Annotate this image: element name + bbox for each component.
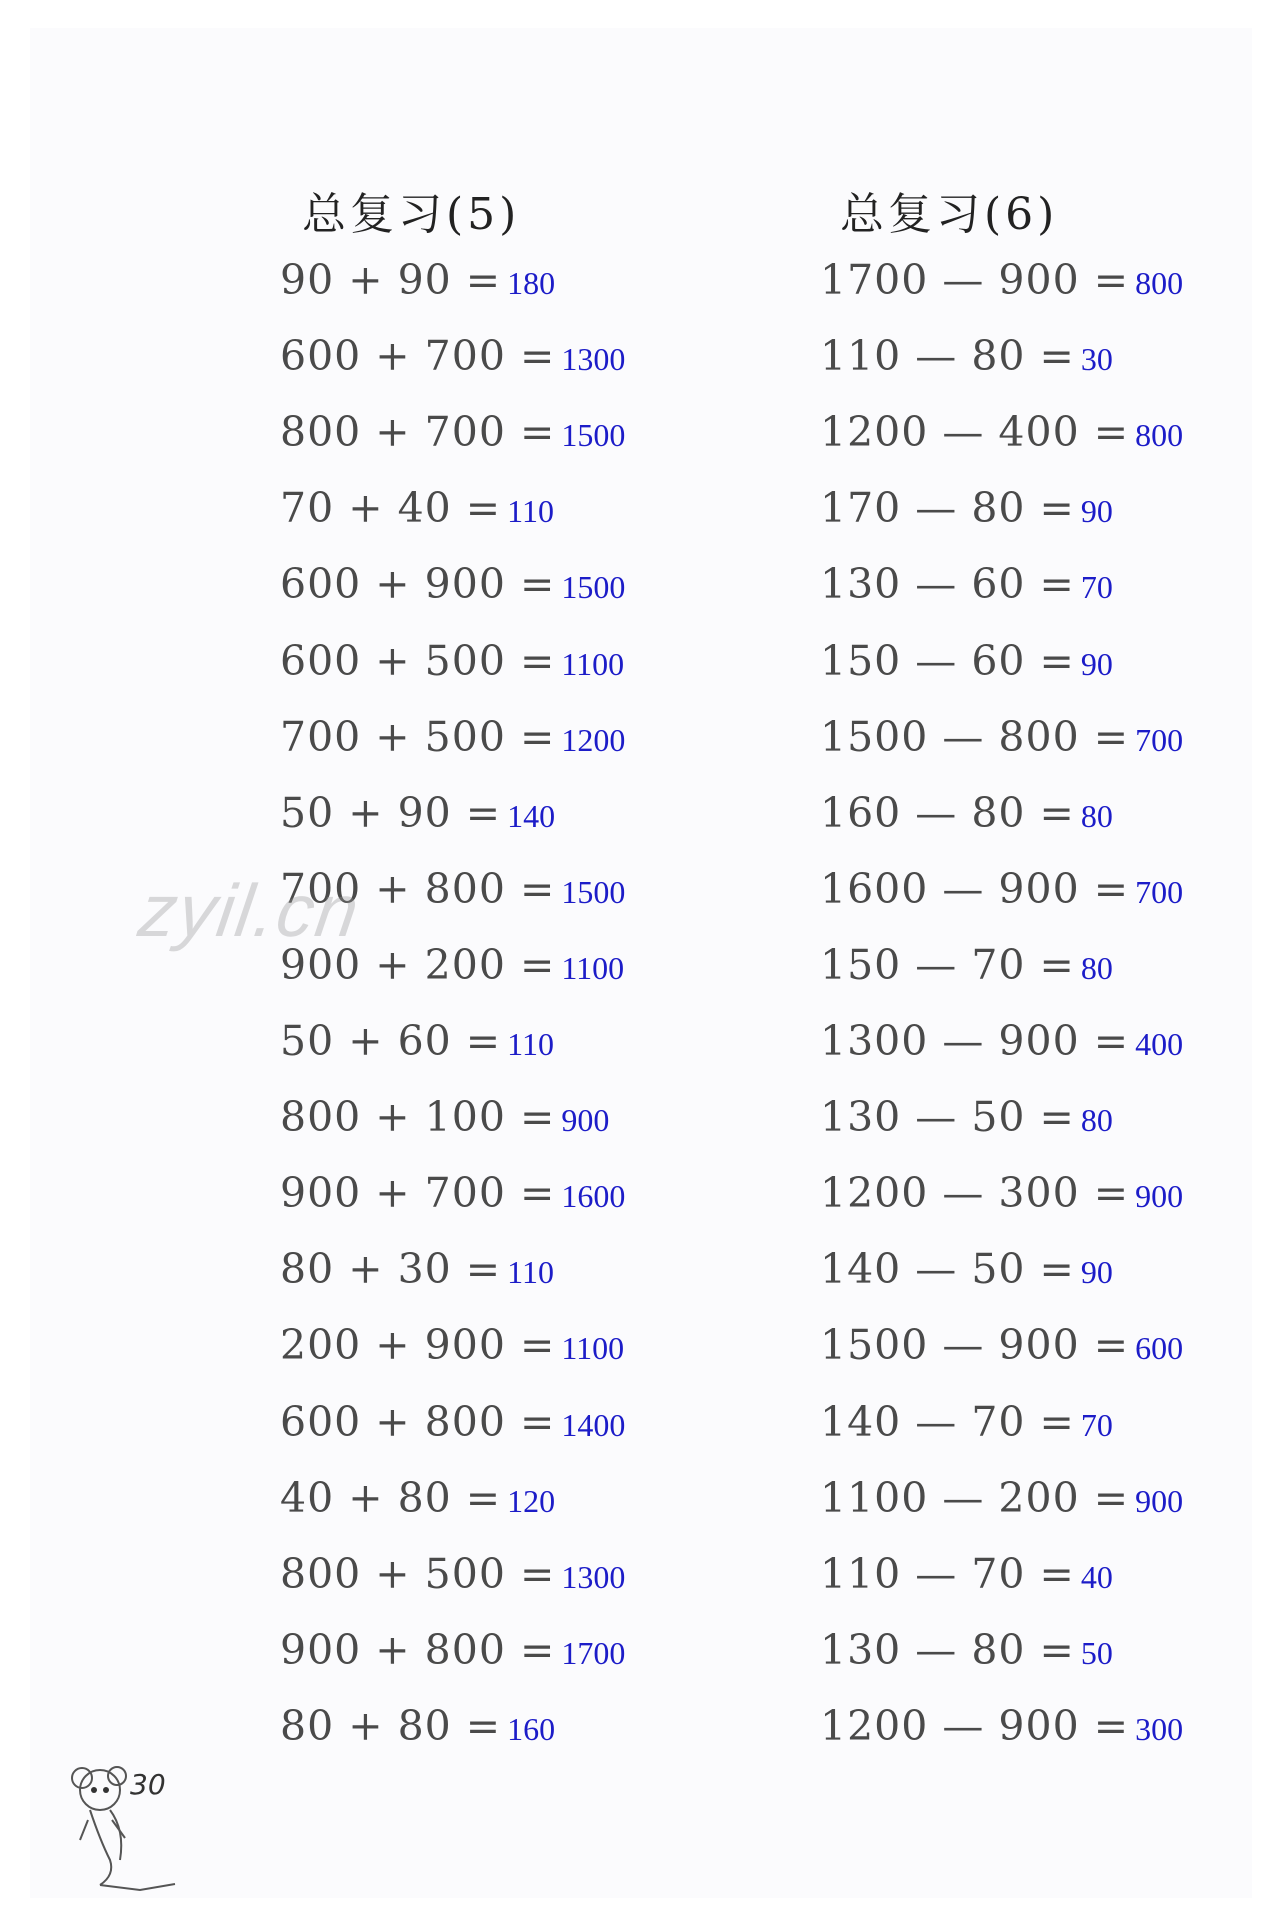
problem-expression: 1700 — 900 = [820, 256, 1130, 304]
problem-row [820, 484, 1113, 554]
problem-answer: 120 [507, 1482, 556, 1519]
problem-row [820, 1398, 1113, 1468]
problem-expression: 140 — 70 = [820, 1397, 1075, 1446]
problem-expression: 110 — 70 = [820, 1549, 1075, 1598]
problem-expression: 1500 — 900 = [820, 1321, 1130, 1370]
problem-expression: 900 + 200 = [280, 940, 556, 989]
problem-expression: 130 — 60 = [820, 560, 1075, 609]
problem-expression: 700 + 800 = [280, 864, 556, 913]
problem-expression: 80 + 30 = [280, 1245, 502, 1294]
problem-row [820, 1702, 1183, 1772]
problem-expression: 1300 — 900 = [820, 1017, 1130, 1065]
problem-row [820, 1321, 1183, 1391]
problem-answer: 1200 [561, 721, 626, 758]
problem-expression: 600 + 700 = [280, 332, 556, 381]
problem-row [280, 1321, 624, 1391]
problem-answer: 1300 [561, 1558, 626, 1595]
problem-answer: 50 [1080, 1634, 1113, 1671]
problem-answer: 1500 [561, 569, 626, 606]
problem-expression: 600 + 800 = [280, 1397, 556, 1446]
problem-row [820, 1093, 1113, 1163]
problem-answer: 600 [1135, 1330, 1184, 1367]
problem-answer: 300 [1135, 1710, 1184, 1747]
problem-row [280, 637, 624, 707]
problem-expression: 600 + 500 = [280, 636, 556, 685]
problem-expression: 700 + 500 = [280, 712, 556, 761]
problem-answer: 80 [1080, 949, 1113, 986]
page-number: 30 [130, 1768, 166, 1801]
problem-row [280, 713, 625, 783]
problem-expression: 900 + 800 = [280, 1625, 556, 1674]
problem-expression: 170 — 80 = [820, 484, 1075, 533]
problem-row [820, 408, 1183, 478]
problem-answer: 70 [1080, 1406, 1113, 1443]
problem-expression: 150 — 70 = [820, 940, 1075, 989]
problem-expression: 70 + 40 = [280, 484, 502, 533]
problem-row [280, 1702, 555, 1772]
problem-row [280, 484, 554, 554]
problem-row [820, 713, 1183, 783]
problem-expression: 130 — 80 = [820, 1625, 1075, 1674]
problem-answer: 1400 [561, 1406, 626, 1443]
problem-row [280, 1626, 625, 1696]
problem-expression: 1200 — 400 = [820, 408, 1130, 457]
problem-row [820, 865, 1183, 935]
problem-expression: 1600 — 900 = [820, 864, 1130, 913]
problem-expression: 1100 — 200 = [820, 1473, 1130, 1522]
right-section-heading: 总复习(6) [840, 189, 1059, 240]
problem-answer: 160 [507, 1710, 556, 1747]
problem-row [820, 1474, 1183, 1544]
problem-answer: 1500 [561, 873, 626, 910]
problem-expression: 160 — 80 = [820, 788, 1075, 837]
problem-expression: 800 + 100 = [280, 1093, 556, 1142]
problem-expression: 150 — 60 = [820, 636, 1075, 685]
problem-row [820, 1169, 1183, 1239]
problem-answer: 80 [1080, 1102, 1113, 1139]
problem-row [280, 1398, 625, 1468]
problem-expression: 1200 — 900 = [820, 1701, 1130, 1750]
problem-row [820, 1626, 1113, 1696]
problem-row [820, 789, 1113, 859]
problem-answer: 110 [507, 1254, 554, 1291]
problem-answer: 700 [1135, 721, 1184, 758]
problem-answer: 800 [1135, 265, 1184, 301]
problem-row [820, 941, 1113, 1011]
problem-answer: 70 [1080, 569, 1113, 606]
problem-answer: 110 [507, 493, 554, 530]
problem-row [280, 408, 625, 478]
problem-answer: 40 [1080, 1558, 1113, 1595]
problem-row [280, 789, 555, 859]
problem-expression: 40 + 80 = [280, 1473, 502, 1522]
problem-answer: 900 [1135, 1482, 1184, 1519]
problem-answer: 140 [507, 797, 556, 834]
problem-answer: 90 [1080, 493, 1113, 530]
problem-row [280, 1474, 555, 1544]
problem-answer: 900 [561, 1102, 610, 1139]
problem-answer: 1600 [561, 1178, 626, 1215]
problem-answer: 800 [1135, 417, 1184, 454]
watermark: zyil.cn [134, 869, 366, 952]
problem-expression: 80 + 80 = [280, 1701, 502, 1750]
problem-expression: 90 + 90 = [280, 256, 502, 304]
problem-answer: 180 [507, 265, 556, 301]
problem-answer: 80 [1080, 797, 1113, 834]
problem-answer: 1100 [561, 645, 625, 682]
problem-row [820, 332, 1113, 402]
problem-row [280, 1169, 625, 1239]
problem-answer: 1300 [561, 341, 626, 378]
problem-answer: 110 [507, 1026, 554, 1062]
problem-answer: 90 [1080, 645, 1113, 682]
problem-row [280, 1017, 554, 1087]
problem-expression: 110 — 80 = [820, 332, 1075, 381]
problem-answer: 1100 [561, 949, 625, 986]
problem-answer: 1100 [561, 1330, 625, 1367]
left-section-heading: 总复习(5) [302, 189, 521, 240]
problem-row [280, 560, 625, 630]
problem-row [820, 637, 1113, 707]
problem-row [820, 1245, 1113, 1315]
problem-expression: 800 + 500 = [280, 1549, 556, 1598]
problem-answer: 90 [1080, 1254, 1113, 1291]
problem-row [820, 256, 1183, 326]
problem-answer: 1700 [561, 1634, 626, 1671]
problem-row [280, 1245, 554, 1315]
problem-row [280, 332, 625, 402]
problem-expression: 140 — 50 = [820, 1245, 1075, 1294]
problem-expression: 800 + 700 = [280, 408, 556, 457]
problem-row [280, 256, 555, 326]
problem-answer: 1500 [561, 417, 626, 454]
problem-row [280, 1550, 625, 1620]
problem-expression: 50 + 90 = [280, 788, 502, 837]
problem-row [820, 560, 1113, 630]
problem-answer: 900 [1135, 1178, 1184, 1215]
problem-expression: 130 — 50 = [820, 1093, 1075, 1142]
problem-expression: 200 + 900 = [280, 1321, 556, 1370]
problem-expression: 1500 — 800 = [820, 712, 1130, 761]
problem-answer: 700 [1135, 873, 1184, 910]
problem-expression: 600 + 900 = [280, 560, 556, 609]
problem-row [820, 1550, 1113, 1620]
problem-expression: 50 + 60 = [280, 1017, 502, 1065]
problem-row [820, 1017, 1183, 1087]
worksheet-page [30, 28, 1252, 1898]
problem-row [280, 1093, 609, 1163]
problem-answer: 400 [1135, 1026, 1184, 1062]
problem-answer: 30 [1080, 341, 1113, 378]
problem-expression: 1200 — 300 = [820, 1169, 1130, 1218]
problem-expression: 900 + 700 = [280, 1169, 556, 1218]
